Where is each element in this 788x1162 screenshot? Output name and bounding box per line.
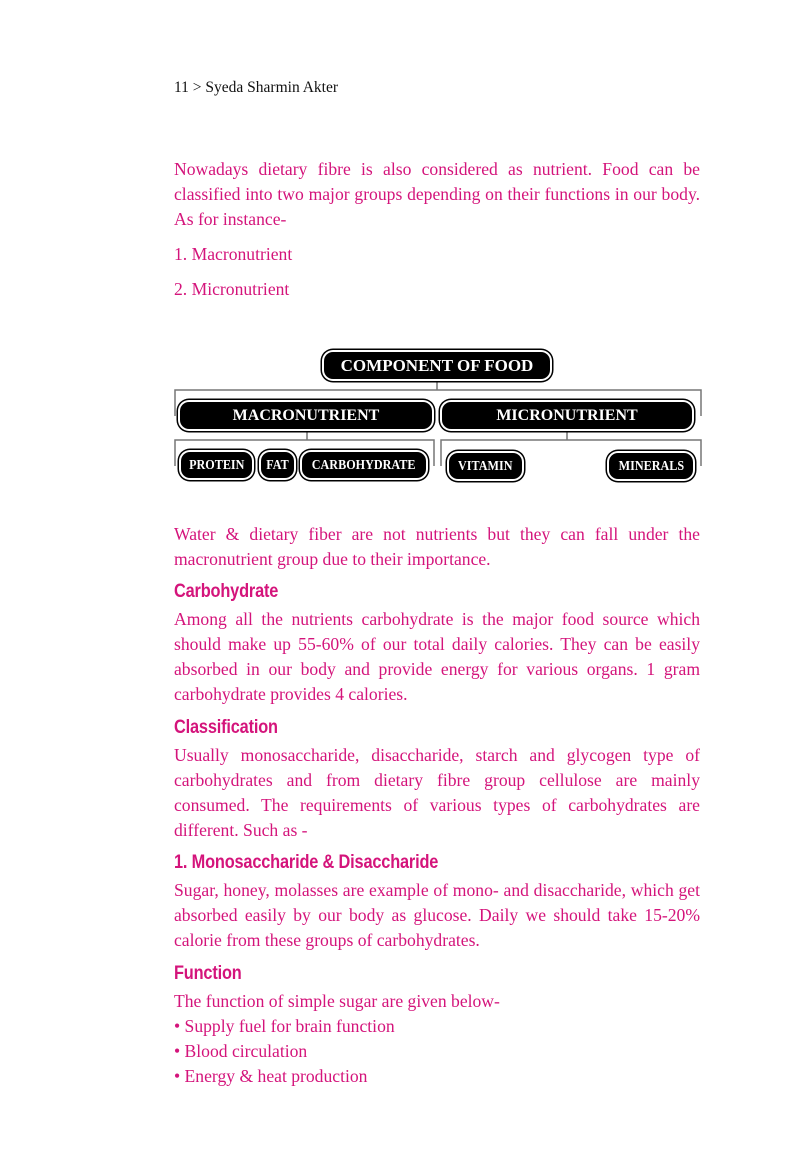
diagram-fat-box bbox=[261, 452, 294, 478]
intro-paragraph bbox=[174, 157, 700, 232]
diagram-micronutrient-label: MICRONUTRIENT bbox=[496, 406, 638, 424]
carbohydrate-heading: Carbohydrate bbox=[174, 581, 279, 602]
diagram-root-box bbox=[324, 352, 550, 379]
diagram-vitamin-box bbox=[449, 453, 522, 479]
function-section bbox=[174, 962, 700, 986]
diagram-micronutrient-box bbox=[442, 402, 692, 429]
list-item: • Energy & heat production bbox=[174, 1066, 368, 1086]
mono-heading: 1. Monosaccharide & Disaccharide bbox=[174, 852, 439, 873]
diagram-macronutrient-box bbox=[180, 402, 432, 429]
list-item: • Supply fuel for brain function bbox=[174, 1016, 395, 1036]
mono-paragraph bbox=[174, 878, 700, 953]
diagram-protein-box bbox=[181, 452, 252, 478]
mono-text: Sugar, honey, molasses are example of mono- and disaccharide, which get absorbed easily by our body as glucose. Daily we should take 15-20% calorie from these groups of carbohydrates. bbox=[174, 880, 700, 950]
diagram-macronutrient-label: MACRONUTRIENT bbox=[232, 406, 380, 424]
diagram-carbohydrate-box bbox=[302, 452, 426, 478]
diagram-minerals-label: MINERALS bbox=[618, 458, 684, 473]
water-fiber-text: Water & dietary fiber are not nutrients but they can fall under the macronutrient group due to their importance. bbox=[174, 524, 700, 569]
diagram-fat-label: FAT bbox=[266, 457, 289, 472]
running-header: 11 > Syeda Sharmin Akter bbox=[174, 79, 339, 96]
function-list bbox=[174, 989, 700, 1089]
classification-text: Usually monosaccharide, disaccharide, starch and glycogen type of carbohydrates and from dietary fibre group cellulose are mainly consumed. The requirements of various types of carbohydrates are different. Such as - bbox=[174, 745, 700, 840]
water-fiber-paragraph bbox=[174, 522, 700, 572]
classification-section bbox=[174, 716, 700, 740]
diagram-protein-label: PROTEIN bbox=[188, 457, 245, 472]
carbohydrate-paragraph bbox=[174, 607, 700, 707]
list-item bbox=[174, 277, 700, 302]
carbohydrate-section bbox=[174, 580, 700, 604]
mono-section bbox=[174, 851, 700, 875]
diagram-carbohydrate-label: CARBOHYDRATE bbox=[312, 457, 416, 472]
function-intro: The function of simple sugar are given below- bbox=[174, 991, 500, 1011]
classification-paragraph bbox=[174, 743, 700, 843]
list-item-micronutrient: 2. Micronutrient bbox=[174, 279, 290, 299]
list-item: • Blood circulation bbox=[174, 1041, 308, 1061]
list-item-macronutrient: 1. Macronutrient bbox=[174, 244, 293, 264]
diagram-root-label: COMPONENT OF FOOD bbox=[340, 355, 534, 375]
classification-heading: Classification bbox=[174, 717, 278, 738]
diagram-minerals-box bbox=[609, 453, 693, 479]
function-heading: Function bbox=[174, 963, 242, 984]
list-item bbox=[174, 242, 700, 267]
carbohydrate-text: Among all the nutrients carbohydrate is the major food source which should make up 55-60% of our total daily calories. They can be easily absorbed in our body and provide energy for various organs. 1 gram carbohydrate provides 4 calories. bbox=[174, 609, 700, 704]
diagram-vitamin-label: VITAMIN bbox=[458, 458, 513, 473]
intro-text: Nowadays dietary fibre is also considered as nutrient. Food can be classified into two major groups depending on their functions in our body. As for instance- bbox=[174, 159, 700, 229]
